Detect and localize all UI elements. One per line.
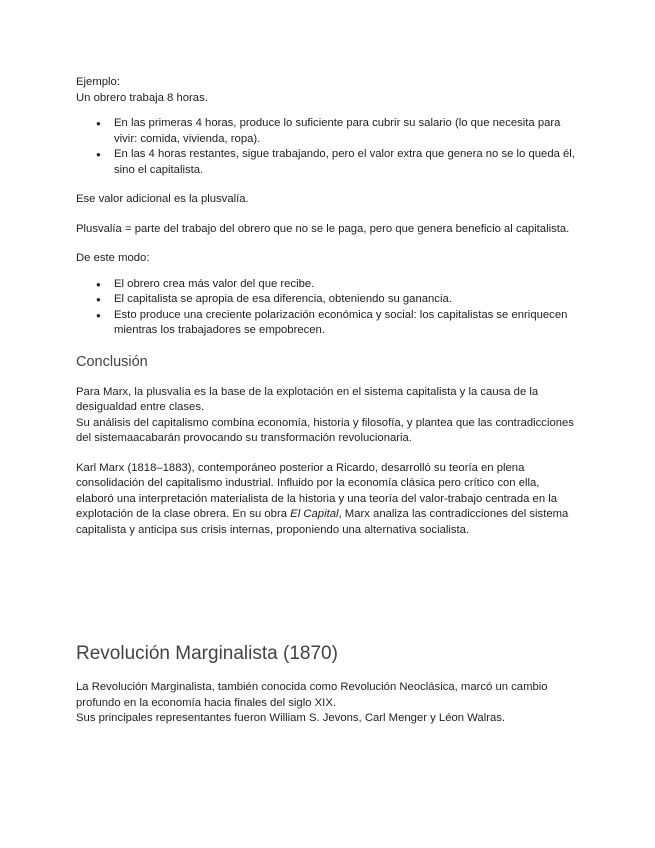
plusvalia-definition: Plusvalía = parte del trabajo del obrero que no se le paga, pero que genera beneficio al capitalista. xyxy=(76,222,570,235)
list-item: ● En las 4 horas restantes, sigue trabajando, pero el valor extra que genera no se lo queda él, sino el capitalista. xyxy=(76,147,579,178)
consequence-intro: De este modo: xyxy=(76,252,150,264)
consequence-list xyxy=(76,277,579,339)
marx-bio-work-title: El Capital xyxy=(290,508,339,520)
marginalist-heading: Revolución Marginalista (1870) xyxy=(76,643,338,664)
conclusion-paragraph-1: Para Marx, la plusvalía es la base de la explotación en el sistema capitalista y la causa de la desigualdad entre clases. xyxy=(76,385,539,413)
list-item: ● El obrero crea más valor del que recibe. xyxy=(76,277,579,293)
example-line: Un obrero trabaja 8 horas. xyxy=(76,91,208,104)
marx-bio-text-2: , Marx analiza las contradicciones del sistema capitalista y anticipa sus crisis internas, proponiendo una alternativa socialista. xyxy=(76,508,569,536)
plusvalia-statement: Ese valor adicional es la plusvalía. xyxy=(76,193,249,205)
marginalist-paragraph-1: La Revolución Marginalista, también conocida como Revolución Neoclásica, marcó un cambio profundo en la economía hacia finales del siglo XIX. xyxy=(76,681,548,709)
marginalist-paragraph-2: Sus principales representantes fueron William S. Jevons, Carl Menger y Léon Walras. xyxy=(76,712,506,724)
marx-bio-text-1: Karl Marx (1818–1883), contemporáneo posterior a Ricardo, desarrolló su teoría en plena consolidación del capitalismo industrial. Influido por la economía clásica pero crítico con ella, elaboró una interpretación materialista de la historia y una teoría del valor-trabajo centrada en la explotación de la clase obrera. En su obra xyxy=(76,461,558,520)
list-item: ● Esto produce una creciente polarización económica y social: los capitalistas se enriquecen mientras los trabajadores se empobrecen. xyxy=(76,308,579,339)
list-item: ● En las primeras 4 horas, produce lo suficiente para cubrir su salario (lo que necesita para vivir: comida, vivienda, ropa). xyxy=(76,116,579,147)
conclusion-paragraph-2: Su análisis del capitalismo combina economía, historia y filosofía, y plantea que las contradicciones del sistemaacabarán provocando su transformación revolucionaria. xyxy=(76,416,574,444)
marx-bio-paragraph xyxy=(76,461,579,539)
example-label: Ejemplo: xyxy=(76,76,120,88)
example-list xyxy=(76,116,579,178)
list-item: ● El capitalista se apropia de esa diferencia, obteniendo su ganancia. xyxy=(76,292,579,308)
conclusion-heading: Conclusión xyxy=(76,353,148,370)
